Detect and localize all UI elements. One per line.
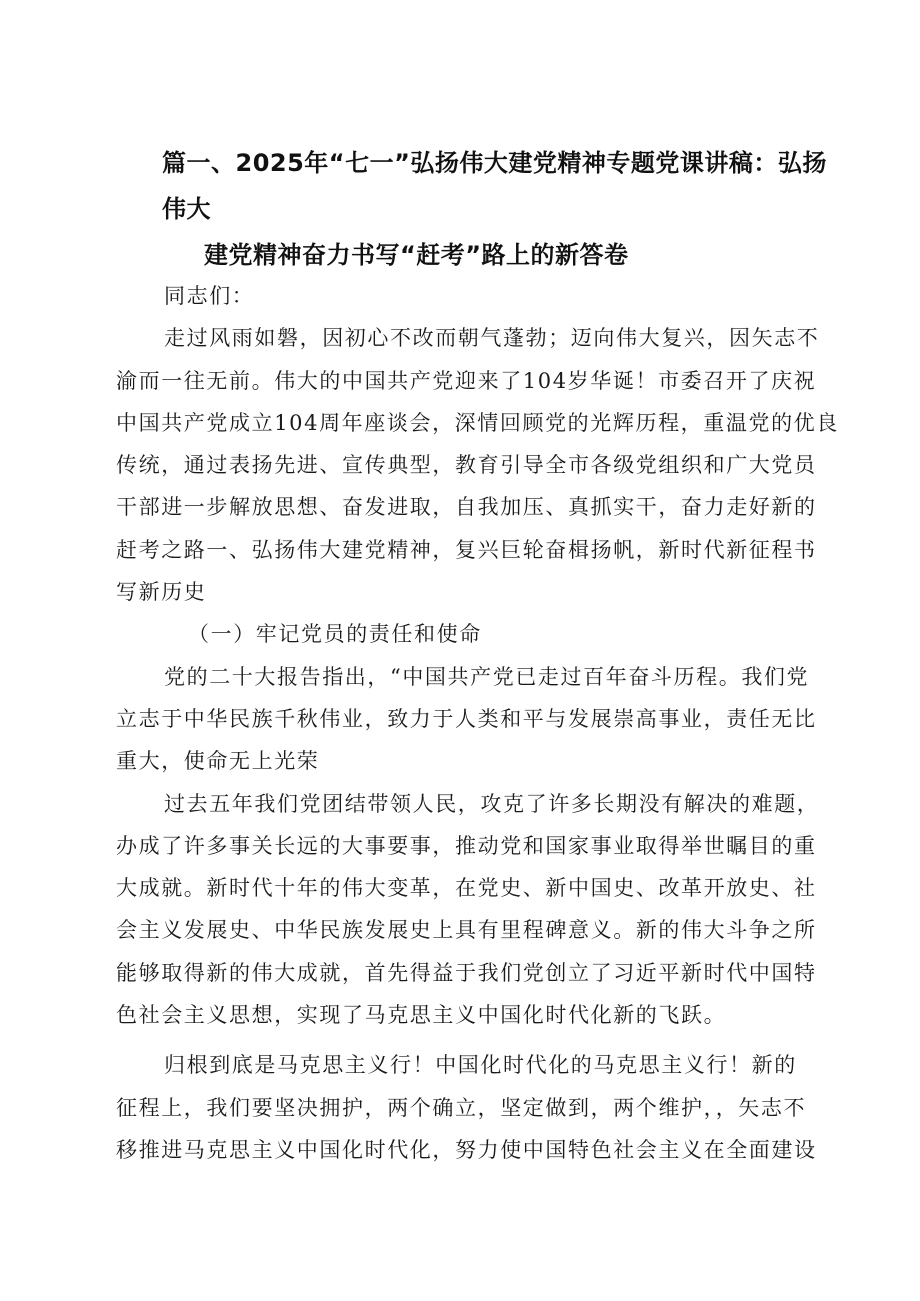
section-heading: （一）牢记党员的责任和使命 [188,622,482,647]
salutation: 同志们： [164,284,255,308]
title-line-1: 篇一、2025年“七一”弘扬伟大建党精神专题党课讲稿：弘扬伟大 [162,149,827,223]
paragraph-line: 传统，通过表扬先进、宣传典型，教育引导全市各级党组织和广大党员 [116,453,817,478]
paragraph-line: 大成就。新时代十年的伟大变革，在党史、新中国史、改革开放史、社 [116,876,817,901]
paragraph-line: 能够取得新的伟大成就，首先得益于我们党创立了习近平新时代中国特 [116,960,817,985]
document-body [116,275,839,1171]
paragraph-line: 色社会主义思想，实现了马克思主义中国化时代化新的飞跃。 [116,1003,727,1028]
title-line-2: 建党精神奋力书写“赶考”路上的新答卷 [204,241,629,269]
paragraph-line: 渝而一往无前。伟大的中国共产党迎来了104岁华诞！市委召开了庆祝 [116,368,817,393]
paragraph-line: 会主义发展史、中华民族发展史上具有里程碑意义。新的伟大斗争之所 [116,918,817,943]
paragraph-line: 征程上，我们要坚决拥护，两个确立，坚定做到，两个维护，，矢志不 [116,1095,807,1120]
paragraph-line: 中国共产党成立104周年座谈会，深情回顾党的光辉历程，重温党的优良 [116,410,839,435]
paragraph-line: 归根到底是马克思主义行！中国化时代化的马克思主义行！新的 [164,1053,797,1078]
paragraph-line: 立志于中华民族千秋伟业，致力于人类和平与发展崇高事业，责任无比 [116,706,817,731]
paragraph-line: 过去五年我们党团结带领人民，攻克了许多长期没有解决的难题， [164,791,820,816]
paragraph-line: 写新历史 [116,580,207,605]
paragraph-line: 走过风雨如磐，因初心不改而朝气蓬勃；迈向伟大复兴，因矢志不 [164,326,820,351]
paragraph-line: 赶考之路一、弘扬伟大建党精神，复兴巨轮奋楫扬帆，新时代新征程书 [116,537,817,562]
paragraph-line: 移推进马克思主义中国化时代化，努力使中国特色社会主义在全面建设 [116,1137,817,1162]
paragraph-line: 干部进一步解放思想、奋发进取，自我加压、真抓实干，奋力走好新的 [116,495,817,520]
paragraph-line: 党的二十大报告指出，“中国共产党已走过百年奋斗历程。我们党 [164,664,810,689]
document-title [162,140,842,278]
paragraph-line: 重大，使命无上光荣 [116,749,320,774]
paragraph-line: 办成了许多事关长远的大事要事，推动党和国家事业取得举世瞩目的重 [116,833,817,858]
